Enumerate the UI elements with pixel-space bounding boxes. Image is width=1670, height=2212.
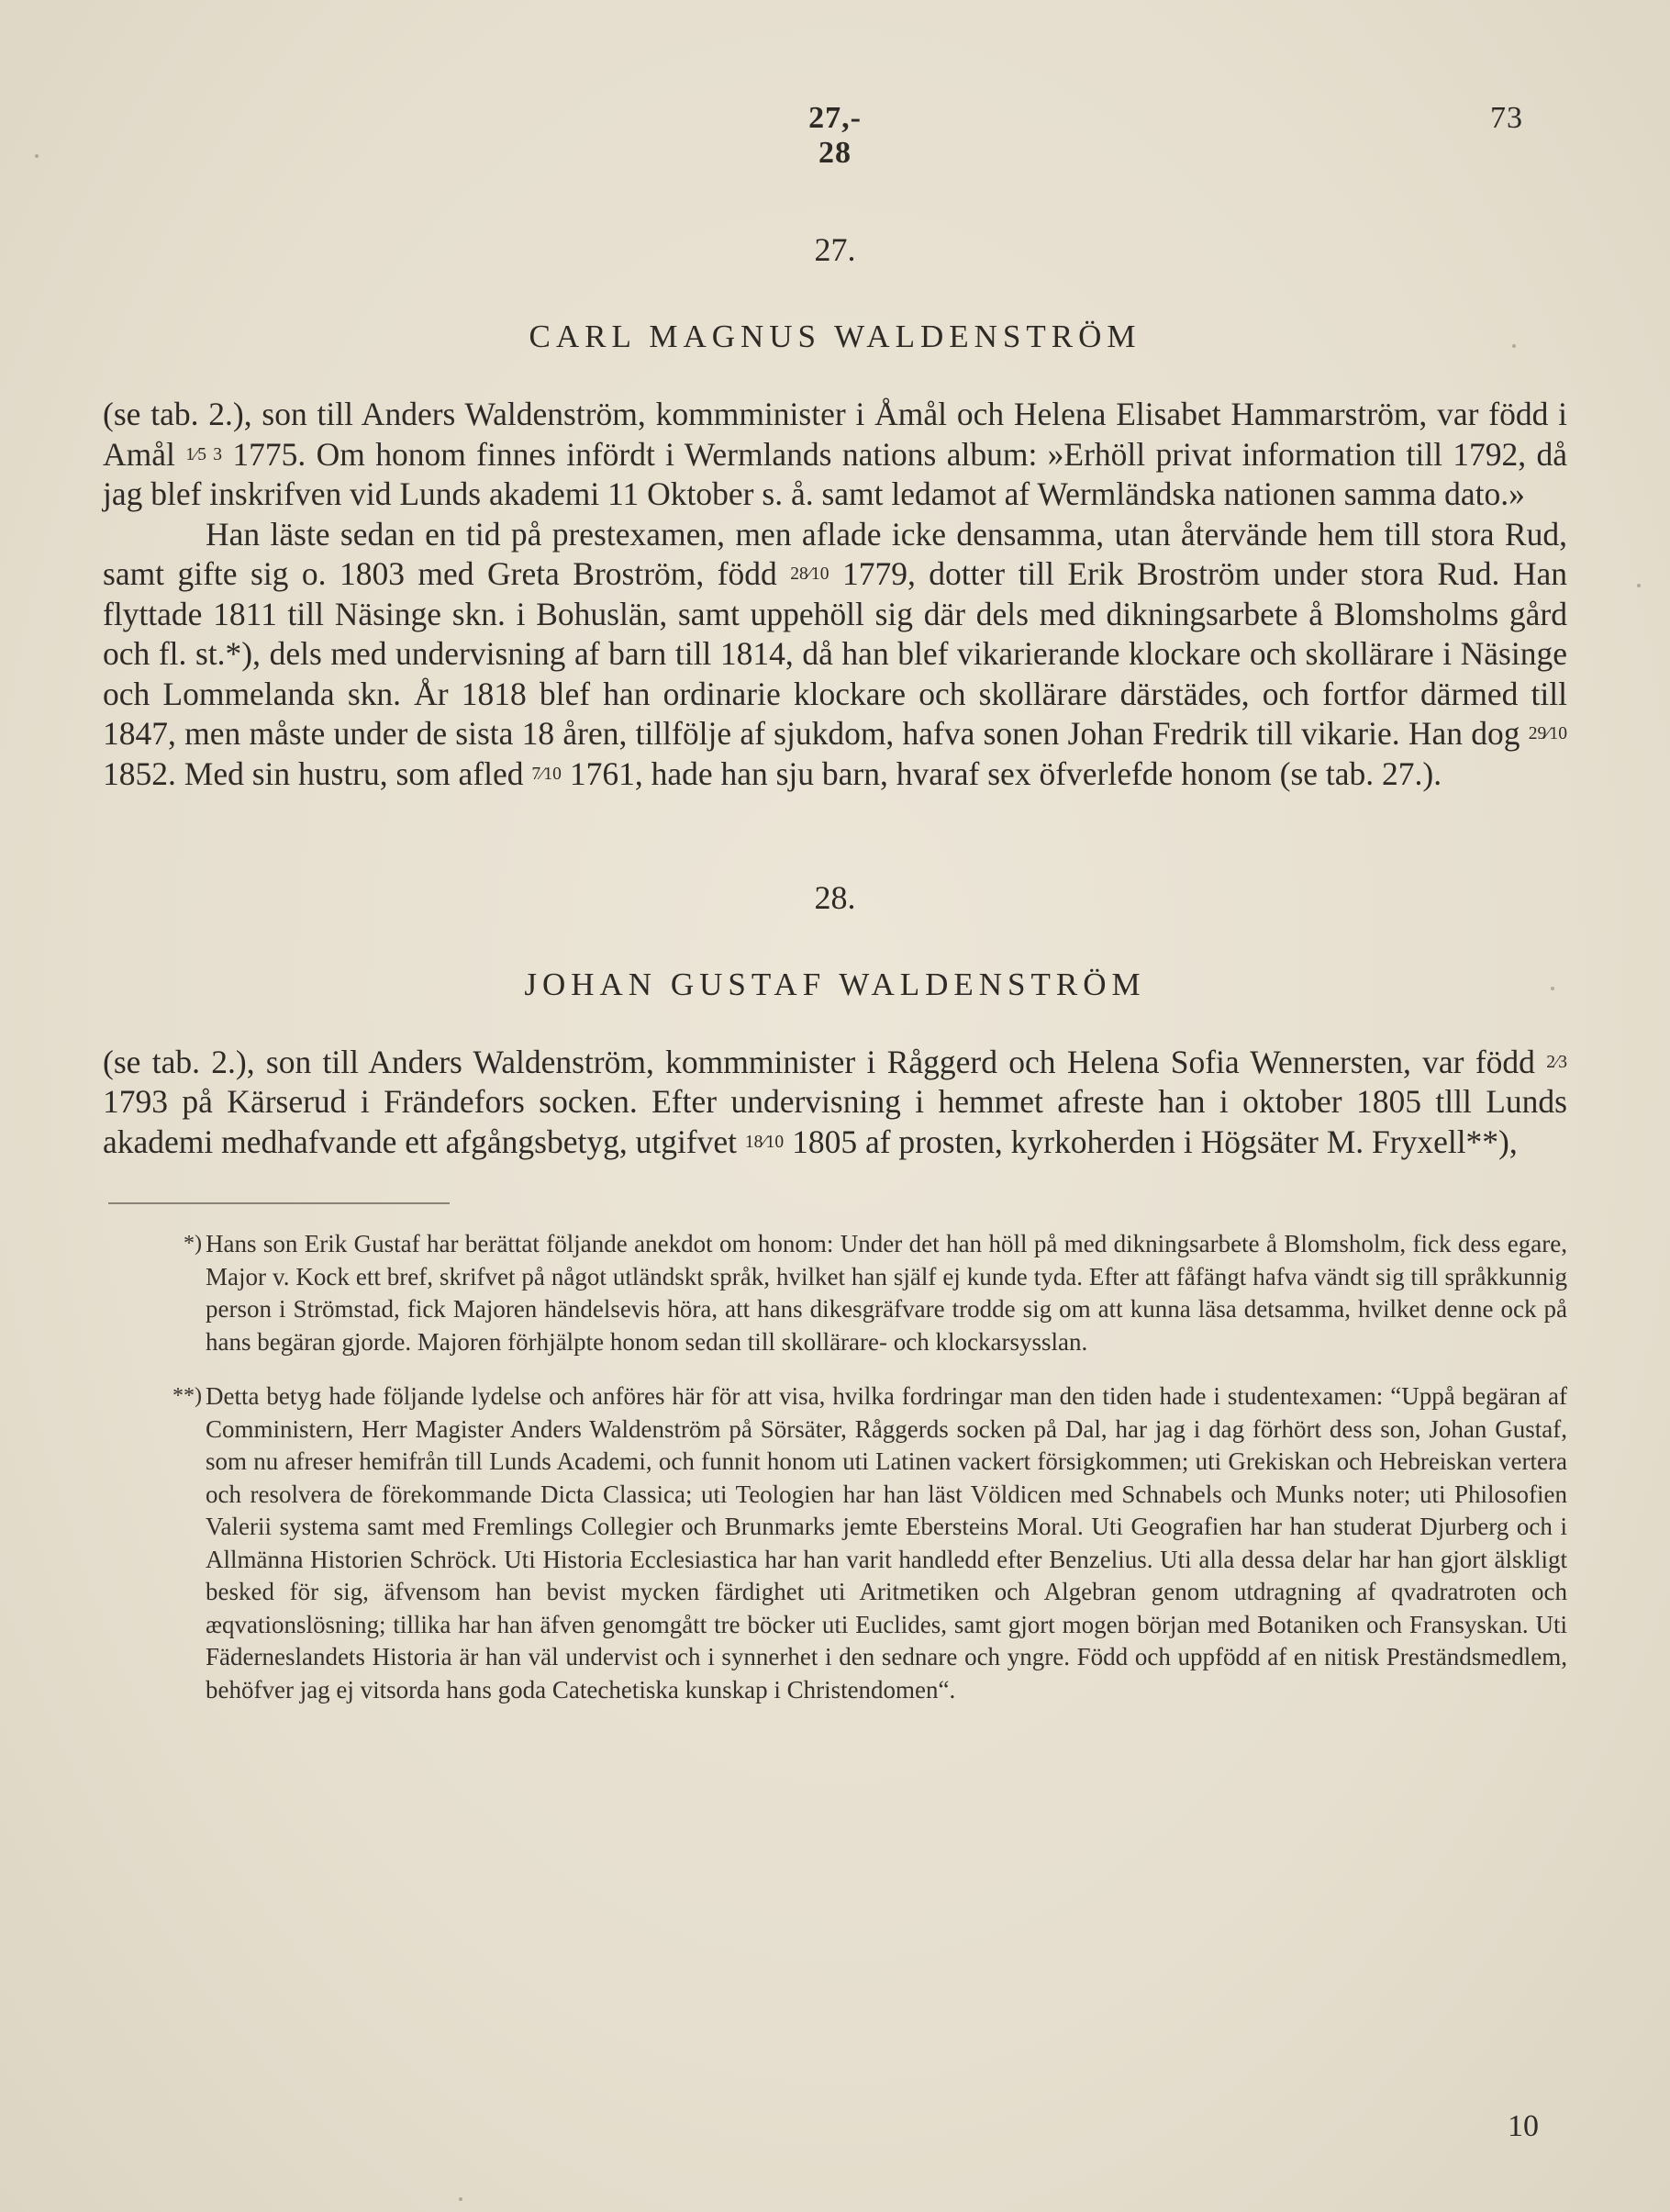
date-fraction: 28⁄10	[790, 564, 829, 585]
entry-name: JOHAN GUSTAF WALDENSTRÖM	[524, 966, 1146, 1002]
running-header	[0, 101, 1670, 170]
footnote	[103, 1380, 1567, 1706]
text-run: (se tab. 2.), son till Anders Waldenström, kommminister i Åmål och Helena Elisabet Hammarström, var född i Amål	[103, 396, 1567, 473]
page-number: 73	[1490, 101, 1523, 135]
biography-entry	[103, 877, 1567, 1163]
date-fraction: 18⁄10	[744, 1132, 785, 1152]
date-fraction: 1⁄5 3	[185, 444, 223, 464]
footnote-mark: **)	[173, 1384, 202, 1409]
text-run: (se tab. 2.), son till Anders Waldenström, kommminister i Råggerd och Helena Sofia Wennersten, var född	[103, 1043, 1535, 1080]
paragraph	[103, 395, 1567, 515]
entry-number: 28.	[814, 878, 856, 916]
text-run: 1779, dotter till Erik Broström under stora Rud. Han flyttade 1811 till Näsinge skn. i Bohuslän, samt uppehöll sig där dels med dikningsarbete å Blomsholms gård och fl. st.*), dels med undervisning af barn till 1814, då han blef vikarierande klockare och skollärare i Näsinge och Lommelanda skn. År 1818 blef han ordinarie klockare och skollärare därstädes, och fortfor därmed till 1847, men måste under de sista 18 åren, tillfölje af sjukdom, hafva sonen Johan Fredrik till vikarie. Han dog	[103, 555, 1567, 753]
paper-speck	[459, 2197, 462, 2201]
date-fraction: 7⁄10	[531, 765, 562, 785]
paragraph	[103, 1043, 1567, 1163]
paragraph	[103, 515, 1567, 795]
date-fraction: 29⁄10	[1528, 724, 1568, 744]
entry-body	[103, 395, 1567, 795]
footnote-mark: *)	[184, 1232, 202, 1257]
text-run: 1793 på Kärserud i Frändefors socken. Efter undervisning i hemmet afreste han i oktober 1805 tlll Lunds akademi medhafvande ett afgångsbetyg, utgifvet	[103, 1083, 1567, 1160]
text-run: 1775. Om honom finnes infördt i Wermlands nations album: »Erhöll privat information till 1792, då jag blef inskrifven vid Lunds akademi 11 Oktober s. å. samt ledamot af Wermländska nationen samma dato.»	[103, 435, 1567, 513]
entry-name: CARL MAGNUS WALDENSTRÖM	[529, 318, 1141, 354]
page-content	[103, 229, 1567, 1728]
text-run: 1761, hade han sju barn, hvaraf sex öfverlefde honom (se tab. 27.).	[569, 754, 1442, 792]
biography-entry	[103, 229, 1567, 795]
paper-speck	[1551, 987, 1554, 990]
section-range: 27,- 28	[808, 101, 862, 170]
paper-speck	[35, 154, 39, 158]
signature-number: 10	[1508, 2109, 1539, 2143]
entry-number: 27.	[814, 231, 856, 268]
text-run: 1852. Med sin hustru, som afled	[103, 754, 524, 792]
text-run: 1805 af prosten, kyrkoherden i Högsäter M. Fryxell**),	[792, 1123, 1518, 1160]
text-run: Han läste sedan en tid på prestexamen, men aflade icke densamma, utan återvände hem till stora Rud, samt gifte sig o. 1803 med Greta Broström, född	[103, 515, 1567, 593]
paper-speck	[1637, 584, 1641, 587]
date-fraction: 2⁄3	[1546, 1052, 1568, 1072]
entry-body	[103, 1043, 1567, 1163]
footnote-text: Hans son Erik Gustaf har berättat följande anekdot om honom: Under det han höll på med dikningsarbete å Blomsholm, fick dess egare, Major v. Kock ett bref, skrifvet på något utländskt språk, hvilket han själf ej kunde tyda. Efter att fåfängt hafva vändt sig till språkkunnig person i Strömstad, fick Majoren händelsevis höra, att hans dikesgräfvare trodde sig om att kunna läsa detsamma, hvilket denne ock på hans begäran gjorde. Majoren förhjälpte honom sedan till skollärare- och klockarsysslan.	[206, 1230, 1567, 1356]
footnote	[103, 1228, 1567, 1358]
paper-speck	[1512, 344, 1516, 348]
footnote-divider	[108, 1202, 450, 1204]
footnote-text: Detta betyg hade följande lydelse och anföres här för att visa, hvilka fordringar man den tiden hade i studentexamen: “Uppå begäran af Comministern, Herr Magister Anders Waldenström på Sörsäter, Råggerds socken på Dal, har jag i dag förhört dess son, Johan Gustaf, som nu afreser hemifrån till Lunds Academi, och funnit honom uti Latinen vackert försigkommen; uti Grekiskan och Hebreiskan vertera och resolvera de förekommande Dicta Classica; uti Teologien har han läst Völdicen med Schnabels och Munks noter; uti Philosofien Valerii systema samt med Fremlings Collegier och Brunmarks jemte Ebersteins Moral. Uti Geografien har han studerat Djurberg och i Allmänna Historien Schröck. Uti Historia Ecclesiastica har han varit handledd efter Benzelius. Uti alla dessa delar har han gjort älskligt besked för sig, äfvensom han bevist mycken färdighet uti Aritmetiken och Algebran genom utdragning af qvadratroten och æqvationslösning; tillika har han äfven genomgått tre böcker uti Euclides, samt gjort mogen början med Botaniken och Fransyskan. Uti Fäderneslandets Historia är han väl undervist och i synnerhet i den sednare och yngre. Född och uppfödd af en nitisk Preständsmedlem, behöfver jag ej vitsorda hans goda Catechetiska kunskap i Christendomen“.	[206, 1382, 1567, 1704]
